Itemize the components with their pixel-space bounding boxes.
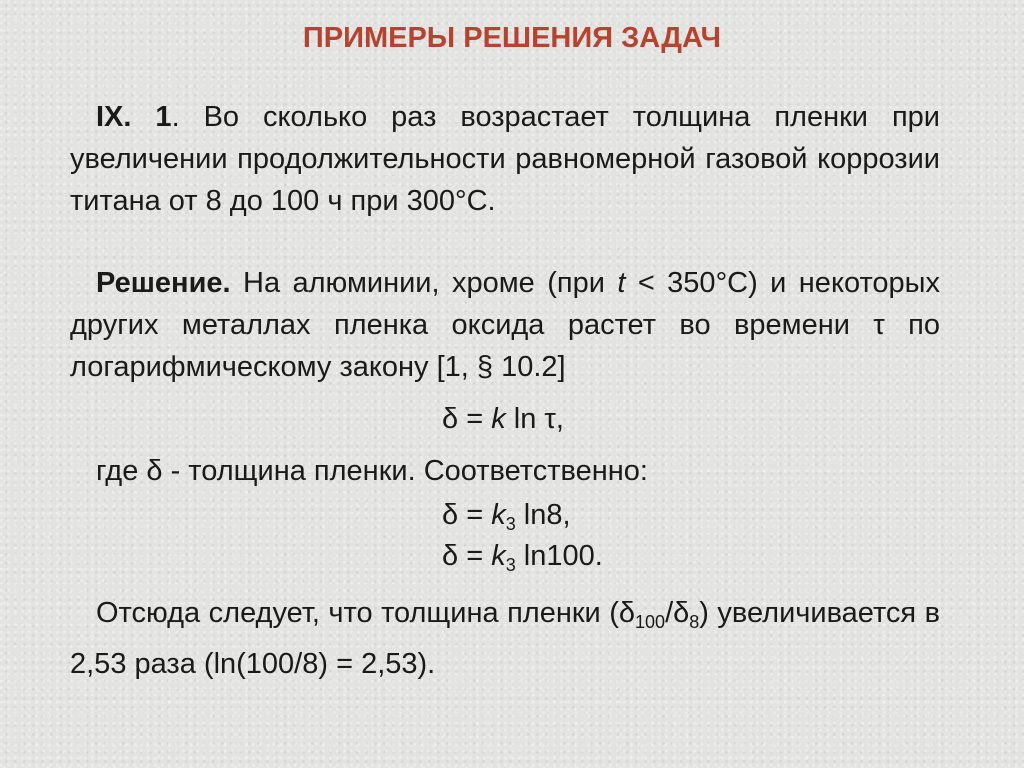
solution-paragraph	[70, 262, 940, 388]
slide-title: ПРИМЕРЫ РЕШЕНИЯ ЗАДАЧ	[302, 22, 722, 54]
formula-constant-k: k	[491, 403, 506, 435]
conclusion-part1: Отсюда следует, что толщина пленки (δ	[96, 597, 636, 629]
temperature-variable: t	[617, 267, 626, 299]
solution-text-part1: На алюминии, хроме (при	[230, 267, 618, 299]
formula-right: ln100.	[515, 540, 603, 572]
solution-text-part2: < 350°С) и некоторых других металлах пленка оксида растет во времени τ по логарифмическому закону [1, § 10.2]	[70, 267, 941, 383]
formula-left: δ =	[442, 403, 492, 435]
solution-label: Решение.	[96, 267, 231, 299]
problem-number: IX. 1	[96, 101, 172, 133]
problem-statement	[70, 96, 940, 222]
formula-constant-k: k	[491, 499, 506, 531]
conclusion-part3: ) увеличивается в 2,53 раза (ln(100/8) = 2,53).	[70, 597, 941, 680]
conclusion-part2: /δ	[665, 597, 690, 629]
formula-right: ln8,	[515, 499, 571, 531]
formula-right: ln τ,	[505, 403, 564, 435]
where-paragraph	[70, 450, 940, 492]
formula-subscript: 3	[505, 514, 516, 534]
conclusion-subscript-8: 8	[689, 612, 700, 632]
formula-ln100	[442, 535, 603, 586]
problem-text: . Во сколько раз возрастает толщина пленки при увеличении продолжительности равномерной газовой коррозии титана от 8 до 100 ч при 300°С.	[70, 101, 940, 217]
formula-constant-k: k	[491, 540, 506, 572]
formula-logarithmic-law	[442, 398, 564, 440]
formula-subscript: 3	[505, 555, 516, 575]
formula-left: δ =	[442, 499, 492, 531]
where-text: где δ - толщина пленки. Соответственно:	[96, 455, 648, 487]
conclusion-paragraph	[70, 592, 940, 685]
formula-left: δ =	[442, 540, 492, 572]
conclusion-subscript-100: 100	[635, 612, 666, 632]
